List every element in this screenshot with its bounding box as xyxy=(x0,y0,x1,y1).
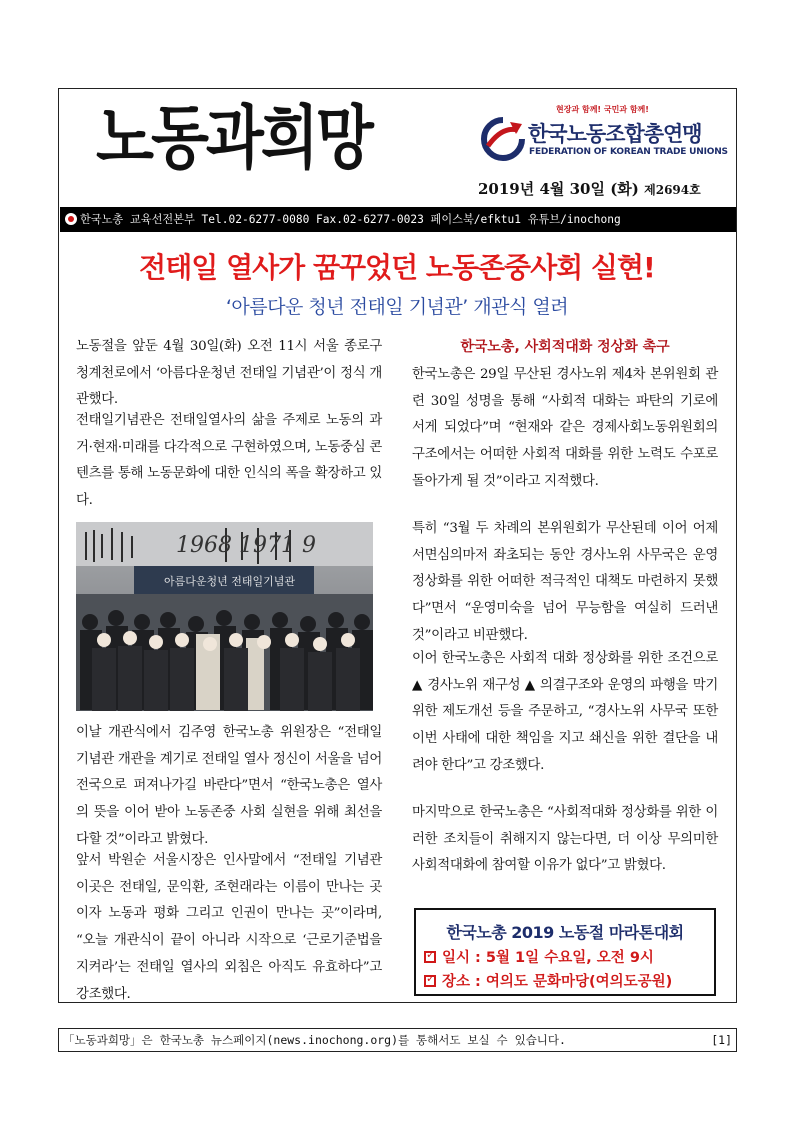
memorial-sign: 아름다운청년 전태일기념관 xyxy=(164,575,296,588)
headline: 전태일 열사가 꿈꾸었던 노동존중사회 실현! xyxy=(139,251,655,284)
building-number: 1968 1971 9 xyxy=(176,533,316,558)
right-paragraph-3: 이어 한국노총은 사회적 대화 정상화를 위한 조건으로 ▲ 경사노위 재구성 ▲ 의결구조와 운영의 파행을 막기 위한 제도개선 등을 주문하고, “경사노위 사무국 또한 이번 사태에 대한 책임을 지고 쇄신을 위한 결단을 내려야 한다”고 강조했다. xyxy=(412,651,718,773)
right-paragraph-1: 한국노총은 29일 무산된 경사노위 제4차 본위원회 관련 30일 성명을 통해 “사회적 대화는 파탄의 기로에 서게 되었다”며 “현재와 같은 경제사회노동위원회의 구조에서는 어떠한 사회적 대화를 위한 노력도 수포로 돌아가게 될 것”이라고 지적했다. xyxy=(412,367,718,489)
right-paragraph-2: 특히 “3월 두 차례의 본위원회가 무산된데 이어 어제 서면심의마저 좌초되는 동안 경사노위 사무국은 운영 정상화를 위한 어떠한 적극적인 대책도 마련하지 못했다”면서 “운영미숙을 넘어 무능함을 여실히 드러낸 것”이라고 비판했다. xyxy=(412,521,718,643)
fkut-logo-icon xyxy=(480,116,526,162)
left-paragraph-1: 노동절을 앞둔 4월 30일(화) 오전 11시 서울 종로구 청계천로에서 ‘아름다운청년 전태일 기념관’이 정식 개관했다. xyxy=(76,339,382,408)
left-paragraph-2: 전태일기념관은 전태일열사의 삶을 주제로 노동의 과거·현재·미래를 다각적으로 구현하였으며, 노동중심 콘텐츠를 통해 노동문화에 대한 인식의 폭을 확장하고 있다. xyxy=(76,413,382,509)
ceremony-photo xyxy=(76,522,373,711)
subheadline: ‘아름다운 청년 전태일 기념관’ 개관식 열려 xyxy=(225,296,569,318)
left-paragraph-4: 앞서 박원순 서울시장은 인사말에서 “전태일 기념관 이곳은 전태일, 문익환, 조현래라는 이름이 만나는 곳이자 노동과 평화 그리고 인권이 만나는 곳”이라며, “오늘 개관식이 끝이 아니라 시작으로 ‘근로기준법을 지켜라’는 전태일 열사의 외침은 아직도 유효하다”고 강조했다. xyxy=(76,853,382,1002)
bullet-icon xyxy=(65,213,77,225)
left-paragraph-3: 이날 개관식에서 김주영 한국노총 위원장은 “전태일 기념관 개관을 계기로 전태일 열사 정신이 서울을 넘어 전국으로 퍼져나가길 바란다”면서 “한국노총은 열사의 뜻을 이어 받아 노동존중 사회 실현을 위해 최선을 다할 것”이라고 밝혔다. xyxy=(76,725,382,847)
contact-text: 한국노총 교육선전본부 Tel.02-6277-0080 Fax.02-6277-0023 페이스북/efktu1 유튜브/inochong xyxy=(80,213,621,226)
masthead-title: 노동과희망 xyxy=(96,98,371,179)
federation-slogan: 현장과 함께! 국민과 함께! xyxy=(556,105,649,114)
checkbox-icon xyxy=(424,975,436,987)
page-number: [1] xyxy=(711,1033,732,1047)
event-title: 한국노총 2019 노동절 마라톤대회 xyxy=(446,923,684,942)
event-time xyxy=(424,946,654,967)
footer-bar xyxy=(58,1028,737,1052)
issue-number: 제2694호 xyxy=(644,183,701,197)
event-place xyxy=(424,970,672,991)
event-box xyxy=(414,908,716,996)
right-article-title: 한국노총, 사회적대화 정상화 촉구 xyxy=(460,339,670,355)
event-place-text: 장소 : 여의도 문화마당(여의도공원) xyxy=(442,974,673,990)
ceremony-photo-illustration xyxy=(76,522,373,711)
federation-english-name: FEDERATION OF KOREAN TRADE UNIONS xyxy=(529,147,728,157)
federation-block xyxy=(478,104,730,174)
right-paragraph-4: 마지막으로 한국노총은 “사회적대화 정상화를 위한 이러한 조치들이 취해지지 않는다면, 더 이상 무의미한 사회적대화에 참여할 이유가 없다”고 밝혔다. xyxy=(412,805,718,874)
checkbox-icon xyxy=(424,951,436,963)
issue-info xyxy=(478,178,701,199)
issue-date: 2019년 4월 30일 (화) xyxy=(478,180,639,198)
footer-text: 「노동과희망」은 한국노총 뉴스페이지(news.inochong.org)를 통해서도 보실 수 있습니다. xyxy=(63,1033,566,1047)
contact-bar xyxy=(60,207,736,232)
federation-name: 한국노동조합총연맹 xyxy=(528,122,702,146)
event-time-text: 일시 : 5월 1일 수요일, 오전 9시 xyxy=(442,950,654,966)
